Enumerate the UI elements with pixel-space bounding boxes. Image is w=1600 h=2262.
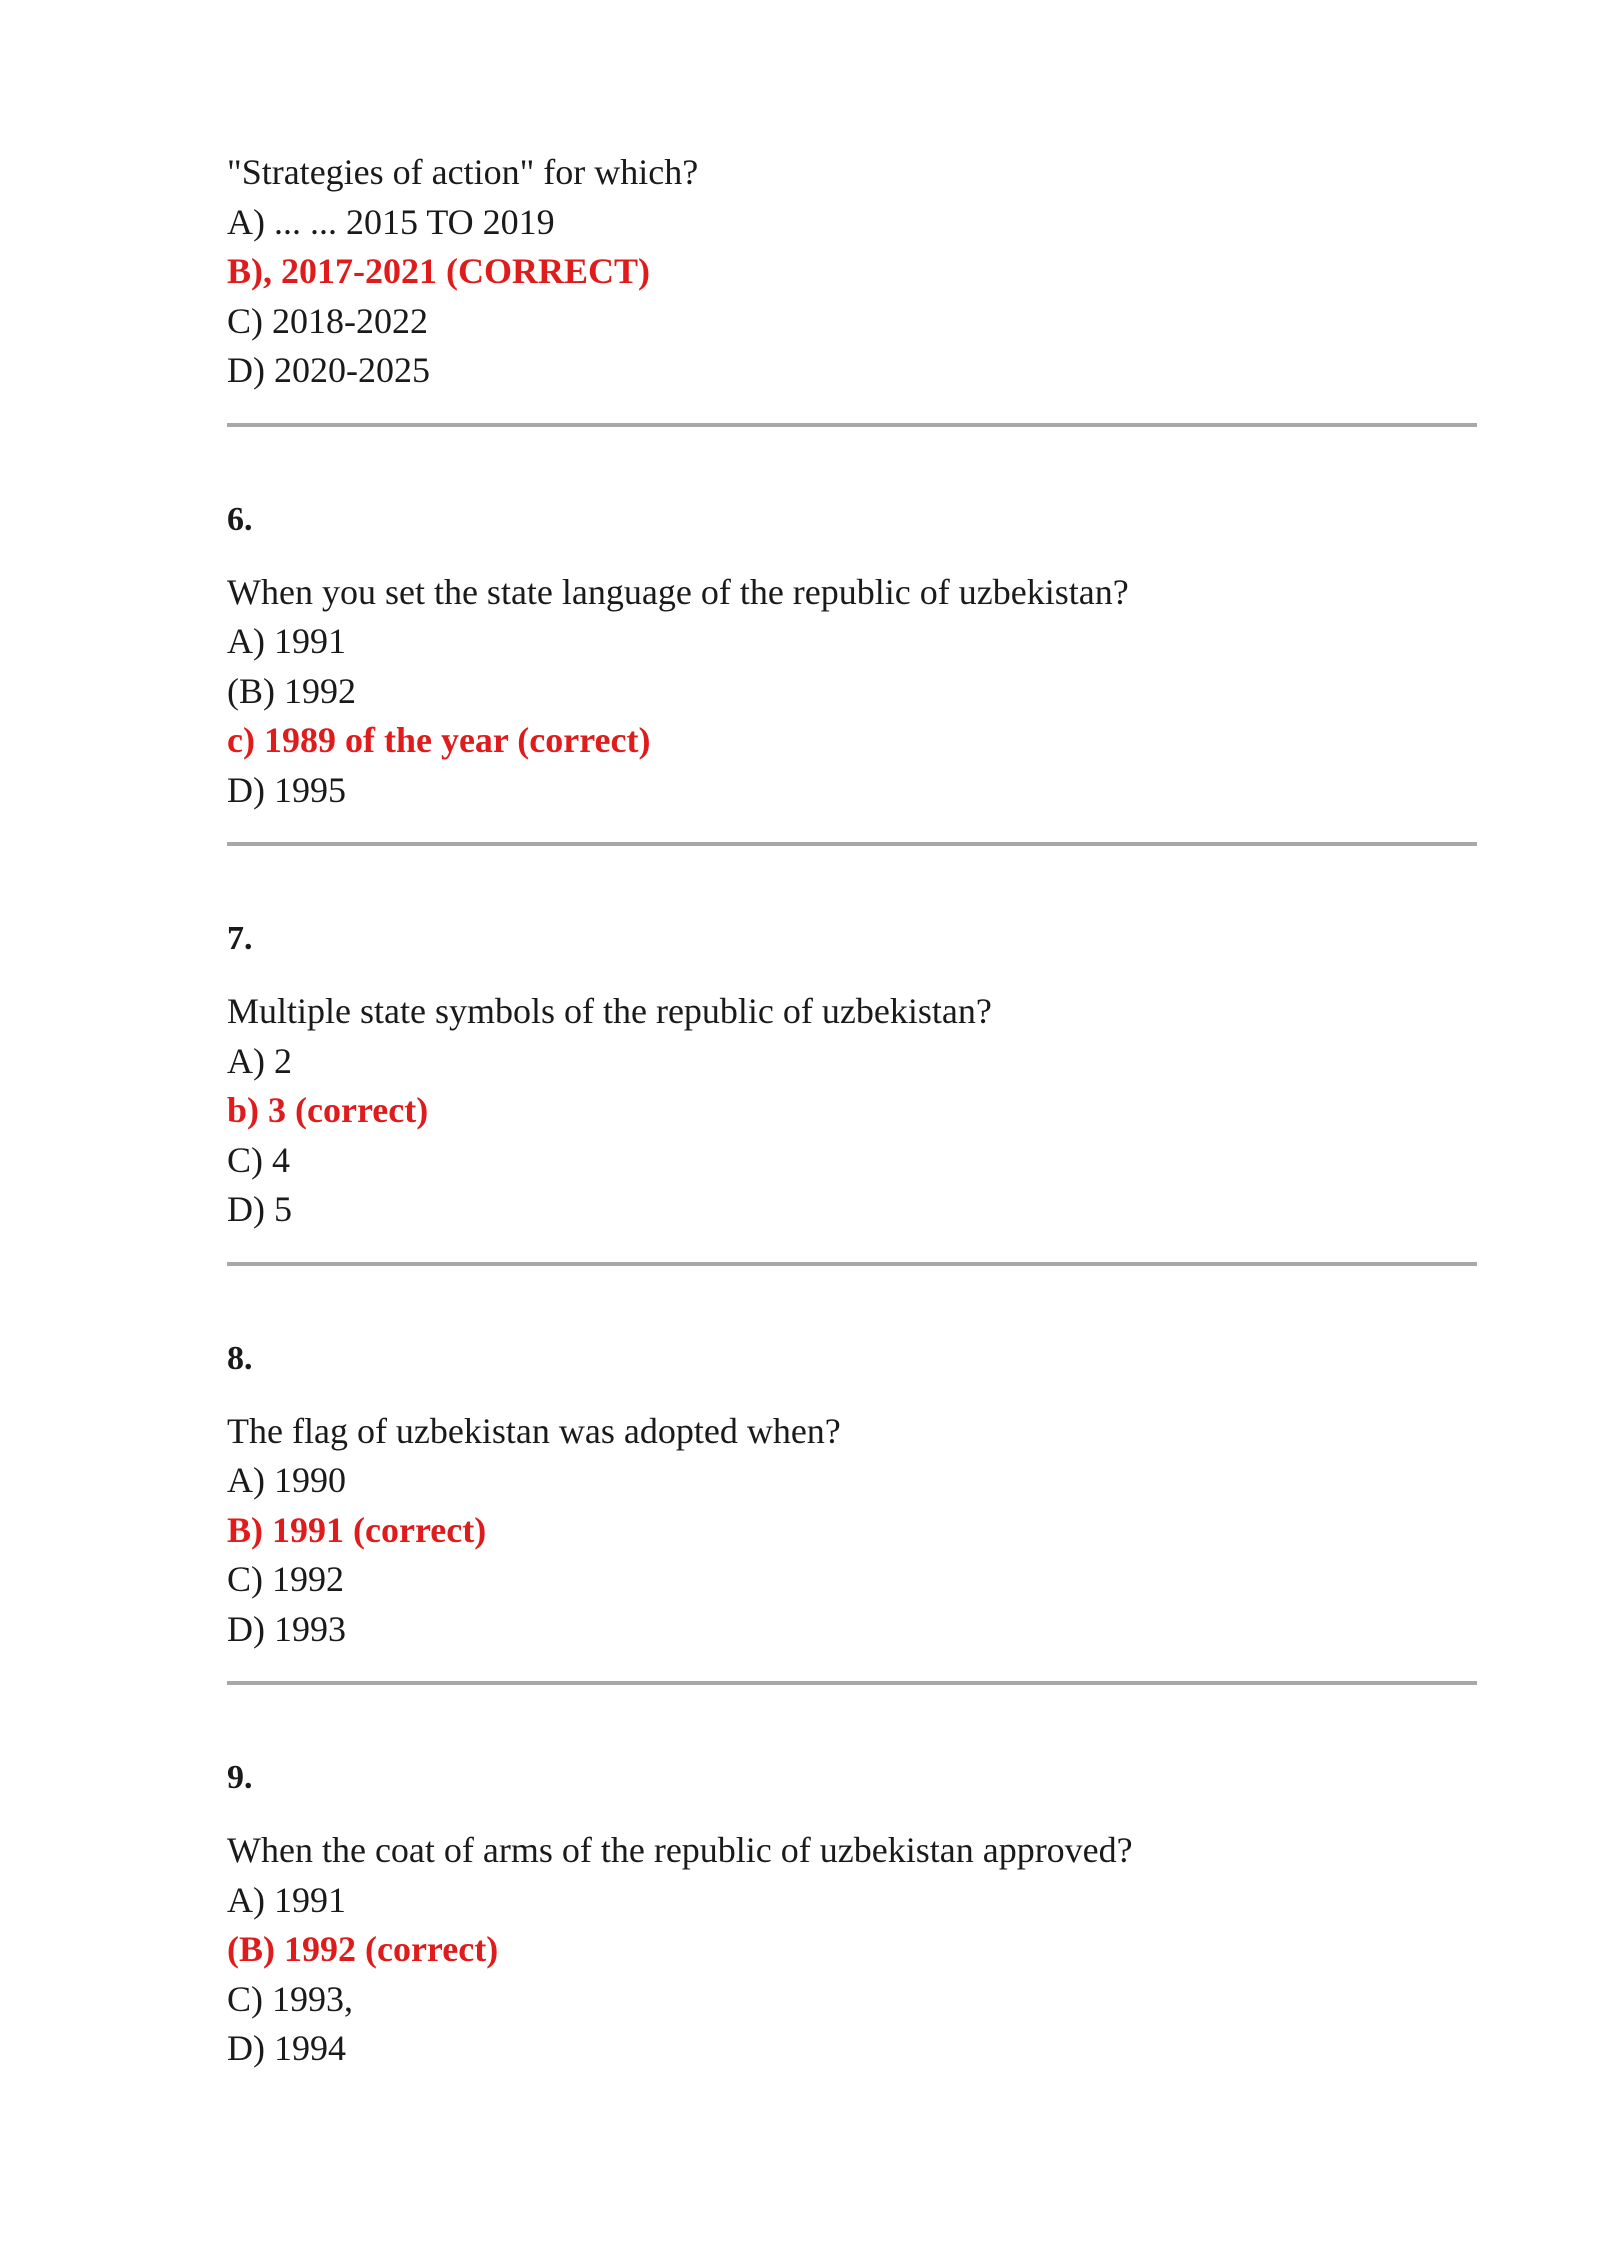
option-c: C) 1993, [227,1978,353,2019]
question-text: When you set the state language of the republic of uzbekistan? [227,571,1129,612]
option-a: A) 2 [227,1040,292,1081]
question-text: Multiple state symbols of the republic of uzbekistan? [227,991,992,1031]
question-number: 7. [227,920,253,957]
question-text: When the coat of arms of the republic of uzbekistan approved? [227,1830,1133,1870]
question-block [227,1336,1477,1655]
divider [227,1262,1477,1266]
question-text: "Strategies of action" for which? [227,152,699,192]
option-b-correct: B), 2017-2021 (CORRECT) [227,251,650,291]
option-c: C) 4 [227,1139,290,1180]
question-block [227,1755,1477,2074]
divider [227,1681,1477,1685]
option-b: (B) 1992 [227,670,356,711]
option-b-correct: b) 3 (correct) [227,1090,429,1130]
option-d: D) 1994 [227,2028,346,2068]
question-number: 6. [227,500,253,538]
option-a: A) 1990 [227,1460,346,1500]
divider [227,842,1477,846]
option-b-correct: B) 1991 (correct) [227,1509,487,1550]
option-c: C) 2018-2022 [227,300,428,341]
document-page [227,148,1477,2074]
option-d: D) 5 [227,1189,292,1229]
question-block [227,497,1477,816]
option-a: A) 1991 [227,621,346,661]
option-d: D) 2020-2025 [227,350,430,390]
divider [227,423,1477,427]
option-d: D) 1993 [227,1608,346,1649]
option-c: C) 1992 [227,1559,344,1599]
question-number: 8. [227,1339,253,1377]
option-a: A) ... ... 2015 TO 2019 [227,201,555,242]
option-b-correct: (B) 1992 (correct) [227,1929,499,1969]
question-number: 9. [227,1759,253,1796]
option-d: D) 1995 [227,769,346,810]
question-block [227,148,1477,396]
option-a: A) 1991 [227,1879,346,1920]
option-c-correct: c) 1989 of the year (correct) [227,720,651,760]
question-block [227,916,1477,1235]
question-text: The flag of uzbekistan was adopted when? [227,1410,841,1451]
